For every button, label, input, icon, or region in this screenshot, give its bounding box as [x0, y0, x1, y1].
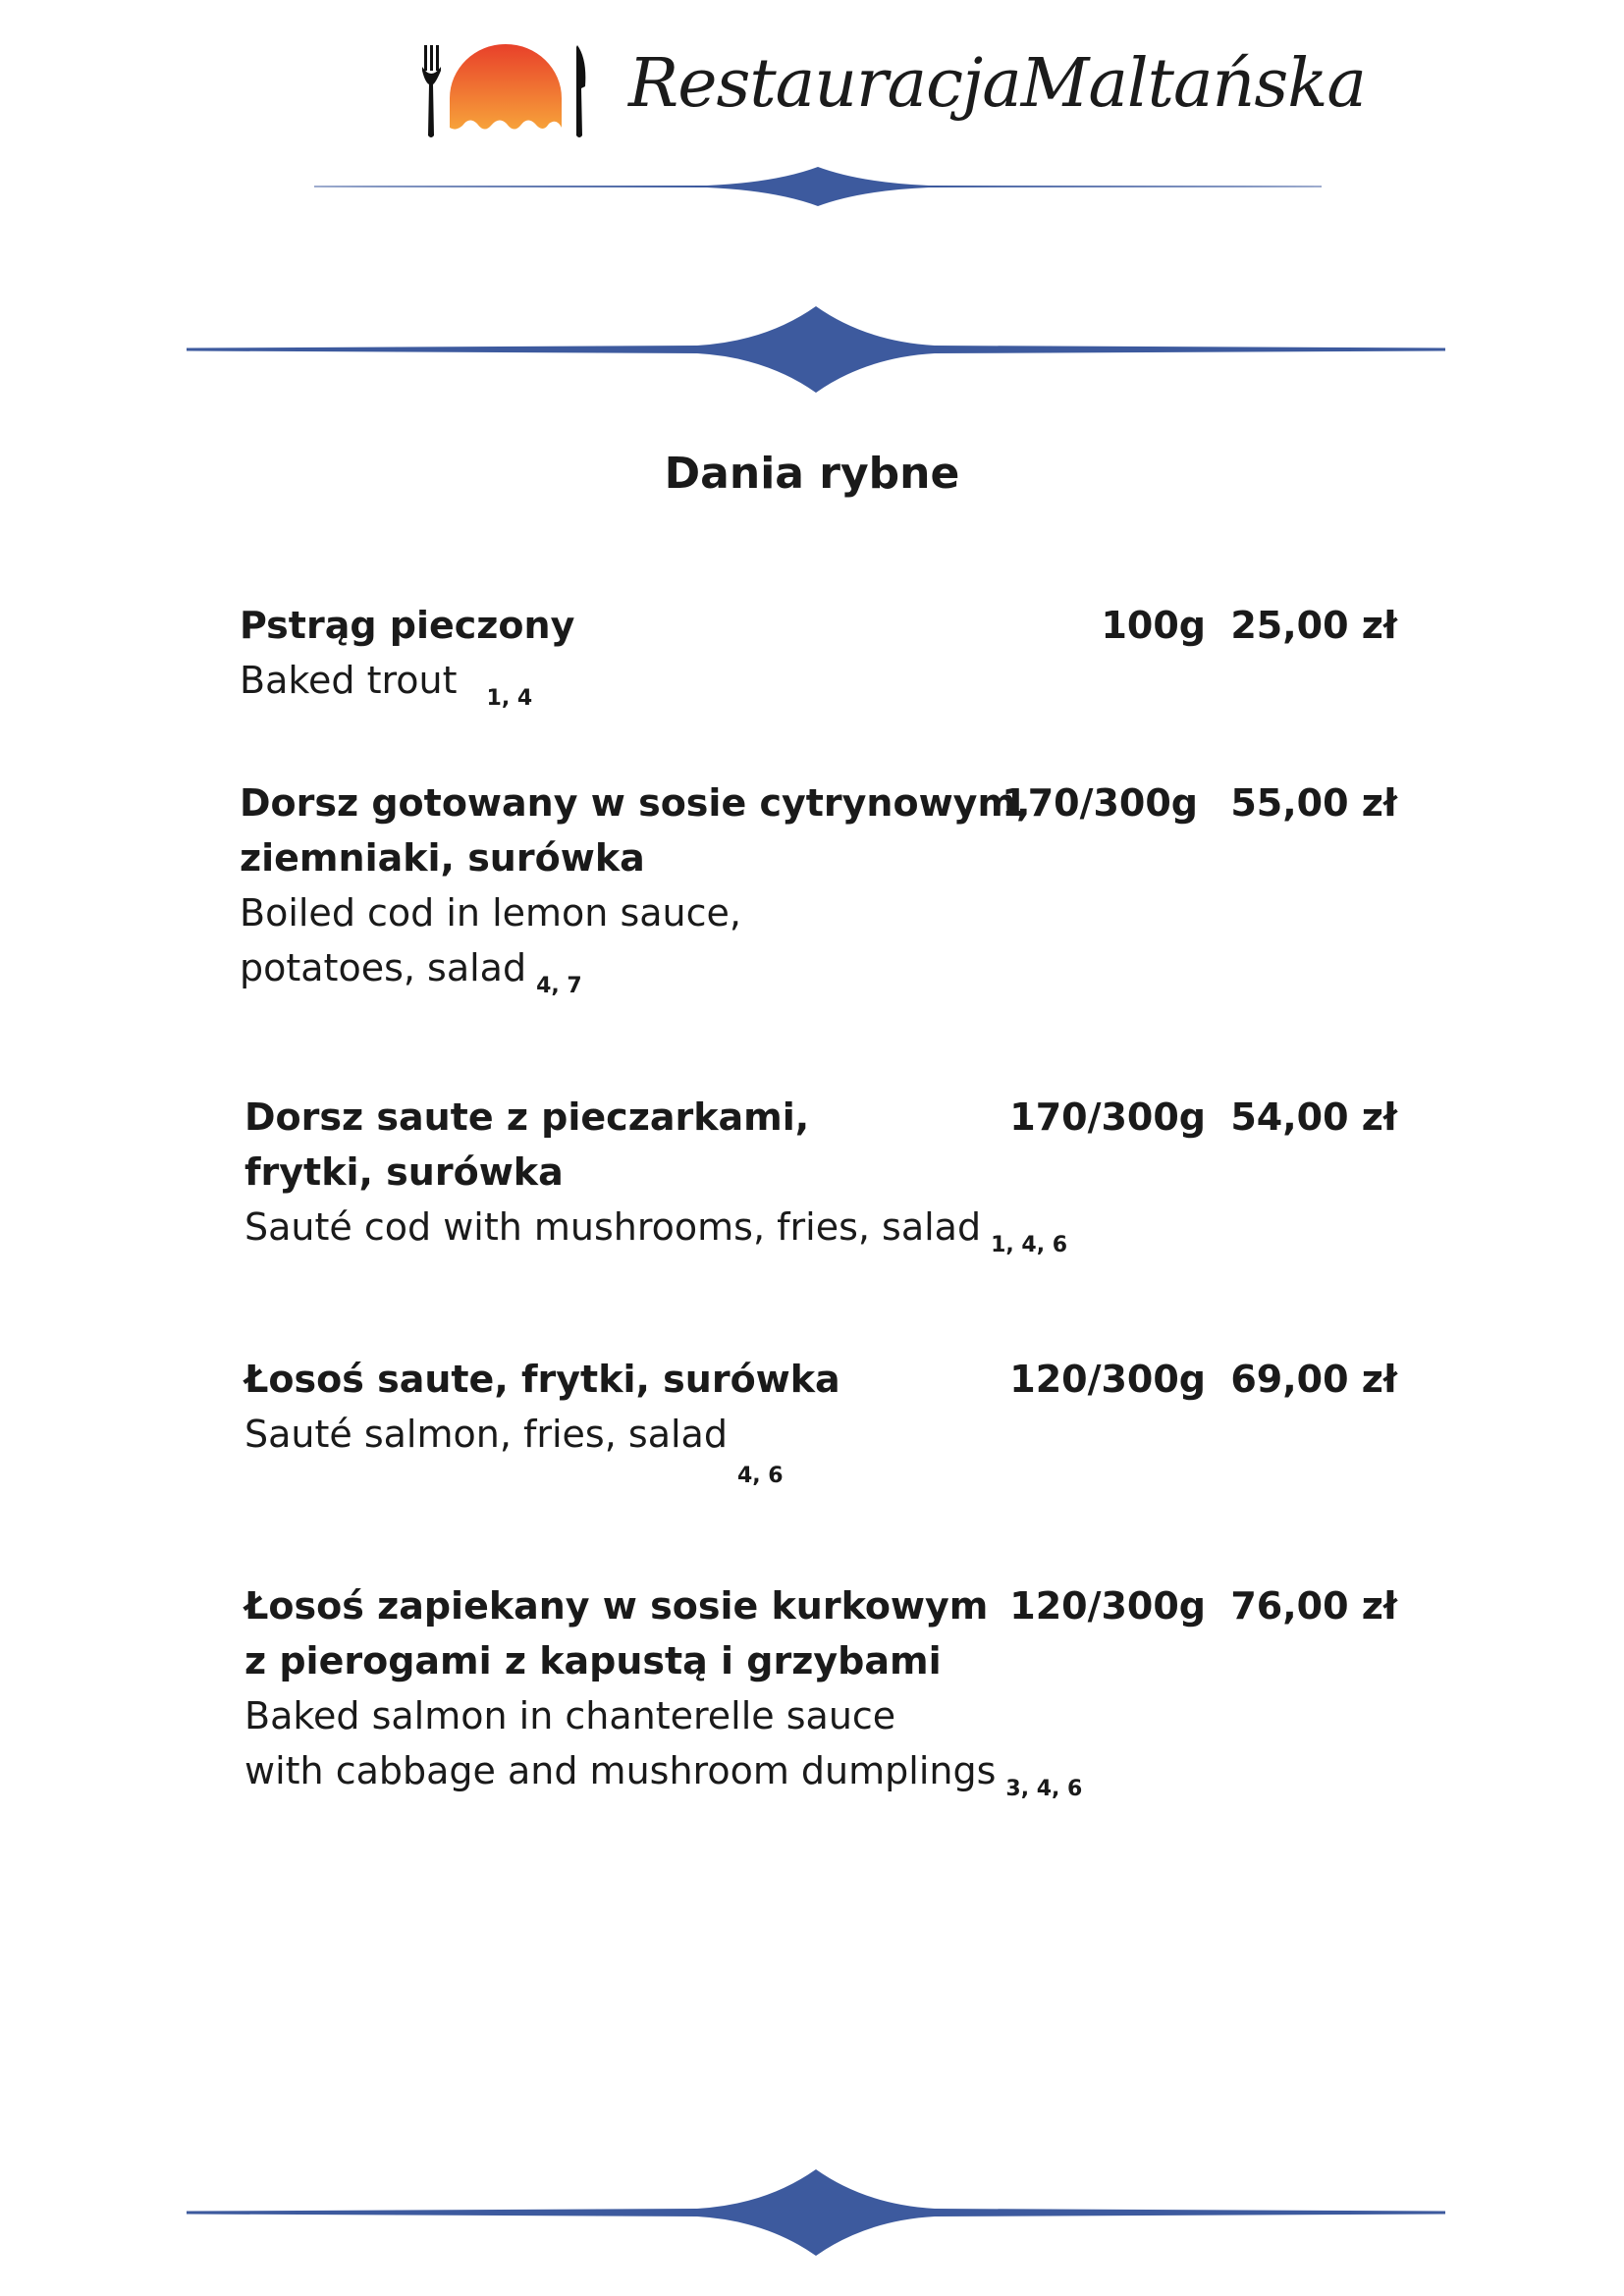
top-ornament-divider — [187, 304, 1445, 395]
item-description — [244, 1407, 784, 1504]
item-name: Łosoś saute, frytki, surówka — [244, 1358, 840, 1401]
item-weight: 170/300g — [1001, 781, 1198, 825]
allergen-codes: 3, 4, 6 — [1005, 1777, 1083, 1801]
item-price: 54,00 zł — [1230, 1095, 1397, 1139]
item-name-line-2: frytki, surówka — [244, 1150, 564, 1194]
item-price: 55,00 zł — [1230, 781, 1397, 825]
allergen-codes: 1, 4 — [486, 686, 533, 711]
item-description-text: Sauté cod with mushrooms, fries, salad — [244, 1205, 982, 1249]
item-description-line-2 — [240, 940, 582, 1014]
item-description-text: with cabbage and mushroom dumplings — [244, 1749, 997, 1792]
item-name-line-1: Dorsz saute z pieczarkami, — [244, 1095, 810, 1139]
item-name-line-1: Dorsz gotowany w sosie cytrynowym, — [240, 781, 1031, 825]
section-title: Dania rybne — [664, 449, 960, 499]
item-name-line-2: ziemniaki, surówka — [240, 836, 645, 880]
header-divider — [314, 165, 1322, 208]
item-description-line-1: Baked salmon in chanterelle sauce — [244, 1694, 896, 1737]
item-description-line-2 — [244, 1743, 1082, 1817]
allergen-codes: 4, 7 — [536, 974, 582, 998]
sun-icon — [450, 44, 562, 130]
knife-icon — [576, 45, 585, 137]
item-description-text: Baked trout — [240, 659, 458, 702]
item-weight: 120/300g — [1009, 1358, 1206, 1401]
item-description — [244, 1200, 1067, 1273]
allergen-codes: 1, 4, 6 — [991, 1233, 1068, 1257]
item-description-text: potatoes, salad — [240, 946, 527, 989]
fork-icon — [422, 45, 441, 137]
item-name: Pstrąg pieczony — [240, 604, 575, 647]
item-description-line-1: Boiled cod in lemon sauce, — [240, 891, 741, 934]
bottom-ornament-divider — [187, 2167, 1445, 2258]
allergen-codes: 4, 6 — [736, 1464, 784, 1488]
item-weight: 120/300g — [1009, 1584, 1206, 1628]
item-price: 69,00 zł — [1230, 1358, 1397, 1401]
item-name-line-2: z pierogami z kapustą i grzybami — [244, 1639, 942, 1682]
item-description — [240, 653, 532, 726]
item-weight: 170/300g — [1009, 1095, 1206, 1139]
item-weight: 100g — [1101, 604, 1206, 647]
item-name-line-1: Łosoś zapiekany w sosie kurkowym — [244, 1584, 989, 1628]
restaurant-logo-icon — [412, 37, 599, 145]
item-description-text: Sauté salmon, fries, salad — [244, 1413, 728, 1456]
item-price: 76,00 zł — [1230, 1584, 1397, 1628]
item-price: 25,00 zł — [1230, 604, 1397, 647]
brand-name: RestauracjaMaltańska — [628, 45, 1366, 123]
